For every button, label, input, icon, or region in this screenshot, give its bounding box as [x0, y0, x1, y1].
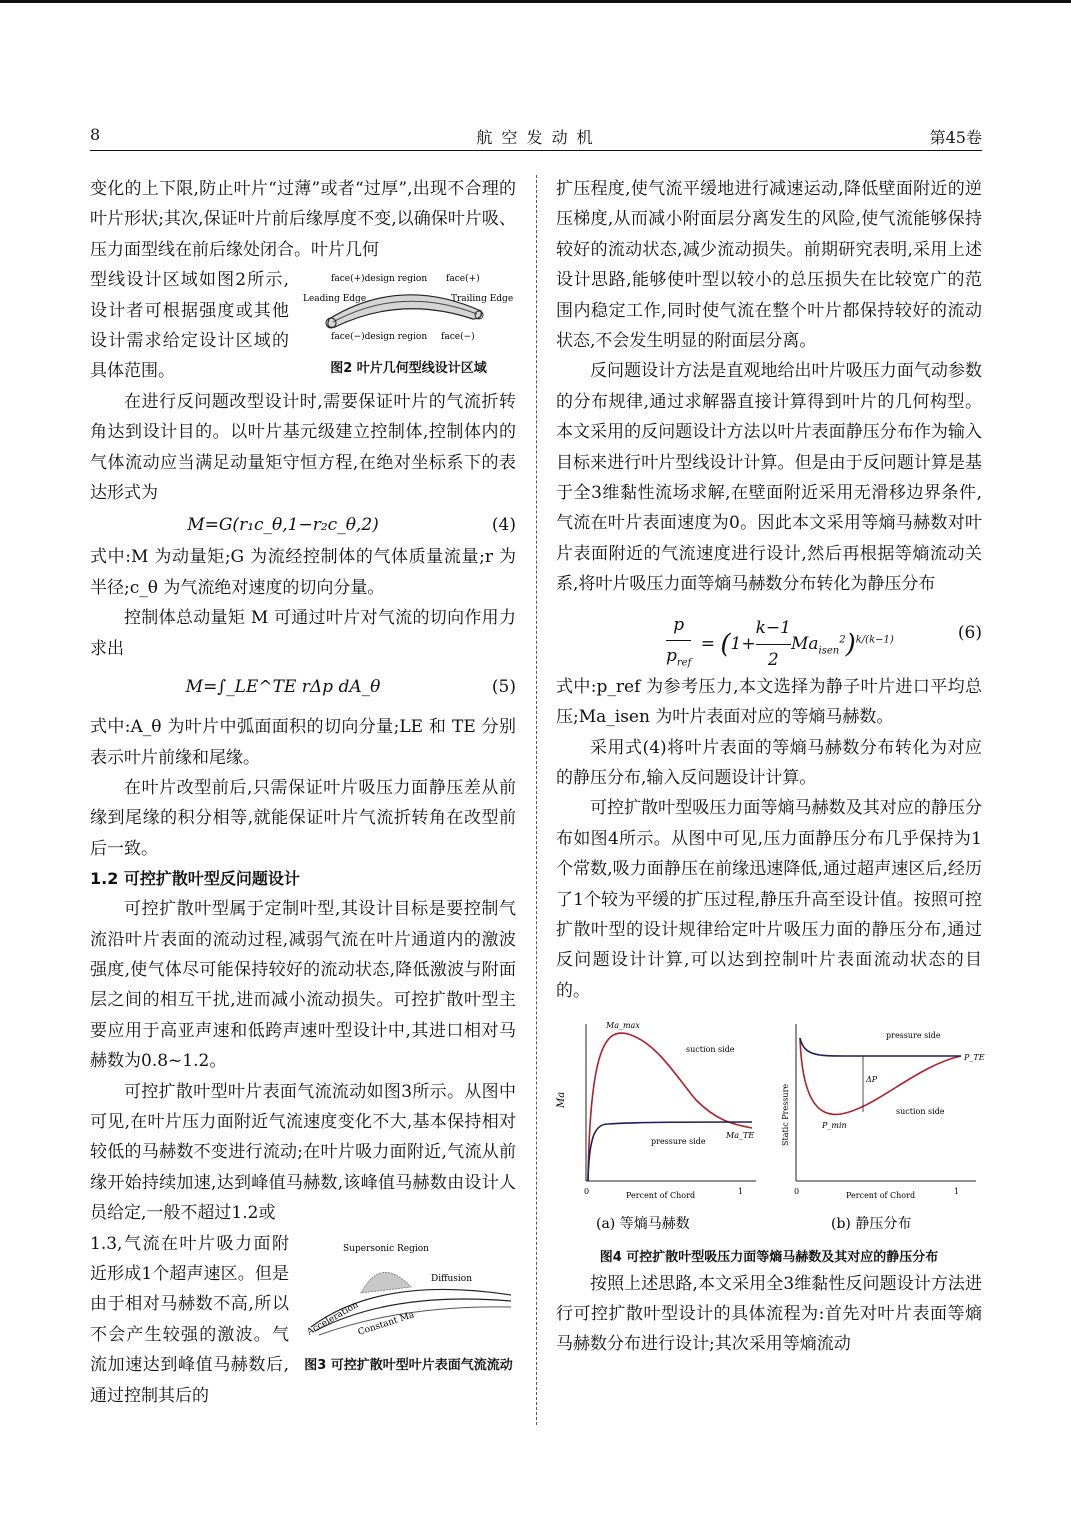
fig4b-xlabel: Percent of Chord [846, 1191, 916, 1201]
section-heading-1-2: 1.2 可控扩散叶型反问题设计 [90, 869, 300, 889]
paragraph: 采用式(4)将叶片表面的等熵马赫数分布转化为对应的静压分布,输入反问题设计计算。 [556, 737, 982, 788]
paragraph: 式中:M 为动量矩;G 为流经控制体的气体质量流量;r 为半径;c_θ 为气流绝对速度的切向分量。 [90, 547, 516, 598]
paragraph: 在叶片改型前后,只需保证叶片吸压力面静压差从前缘到尾缘的积分相等,就能保证叶片气流折转角在改型前后一致。 [90, 777, 516, 859]
figure-2-caption: 图2 叶片几何型线设计区域 [330, 360, 487, 376]
header-rule [90, 150, 982, 151]
page-number: 8 [90, 125, 101, 144]
fig4a-ylabel: Ma [556, 1091, 567, 1109]
equation-6-formula: $\frac{p}{p_{ref}}$ = (1+ $\frac{k-1}{2}$ $Ma_{isen}^2)^{k/(k-1)}$ [666, 610, 894, 679]
fig2-label-top-right: face(+) [446, 274, 480, 285]
fig2-label-le: Leading Edge [303, 294, 367, 305]
fig4a-x1: 1 [738, 1187, 744, 1197]
fig3-label-diffusion: Diffusion [431, 1273, 472, 1284]
equation-4-number: (4) [491, 515, 516, 536]
fig4a-suction-curve [588, 1033, 755, 1181]
column-separator [536, 175, 537, 1425]
fig4b-label-pmin: P_min [822, 1121, 847, 1131]
fig4a-label-suction: suction side [686, 1045, 735, 1055]
fig2-label-te: Trailing Edge [451, 294, 514, 305]
fig3-label-constant: Constant Ma [356, 1309, 416, 1338]
blade-design-region-figure [301, 267, 516, 347]
cda-flow-figure [301, 1235, 516, 1345]
figure-3-caption: 图3 可控扩散叶型叶片表面气流流动 [304, 1358, 513, 1373]
equation-5-formula: M=∫_LE^TE rΔp dA_θ [185, 677, 381, 698]
fig4b-suction-curve [800, 1038, 961, 1117]
paragraph: 控制体总动量矩 M 可通过叶片对气流的切向作用力求出 [90, 608, 516, 659]
equation-4-formula: M=G(r₁c_θ,1−r₂c_θ,2) [187, 515, 379, 536]
equation-5-number: (5) [491, 677, 516, 698]
paragraph: 反问题设计方法是直观地给出叶片吸压力面气动参数的分布规律,通过求解器直接计算得到叶片的几何构型。本文采用的反问题设计方法以叶片表面静压分布作为输入目标来进行叶片型线设计计算。但是由于反问题计算是基于全3维黏性流场求解,在壁面附近采用无滑移边界条件,气流在叶片表面速度为0。因此本文采用等熵马赫数对叶片表面附近的气流速度进行设计,然后再根据等熵流动关系,将叶片吸压力面等熵马赫数分布转化为静压分布 [556, 361, 982, 595]
fig4b-ylabel: Static Pressure [781, 1084, 790, 1147]
fig4b-label-suction: suction side [896, 1107, 945, 1117]
figure-4 [556, 1016, 985, 1268]
equation-6-number: (6) [957, 622, 982, 643]
fig2-label-bottom: face(−)design region [331, 332, 428, 343]
fig4a-label-te: Ma_TE [726, 1131, 755, 1141]
fig4b-x1: 1 [954, 1187, 960, 1197]
paragraph: 可控扩散叶型叶片表面气流流动如图3所示。从图中可见,在叶片压力面附近气流速度变化不大,基本保持相对较低的马赫数不变进行流动;在叶片吸力面附近,气流从前缘开始持续加速,达到峰值马赫数,该峰值马赫数由设计人员给定,一般不超过1.2或 [90, 1081, 516, 1224]
paragraph: 式中:p_ref 为参考压力,本文选择为静子叶片进口平均总压;Ma_isen 为叶片表面对应的等熵马赫数。 [556, 676, 982, 728]
fig4b-x0: 0 [794, 1187, 800, 1197]
figure-2 [301, 267, 516, 379]
fig4-sub-b: (b) 静压分布 [831, 1216, 912, 1233]
fig4-sub-a: (a) 等熵马赫数 [596, 1216, 690, 1233]
volume-label: 第45卷 [929, 128, 982, 147]
fig4b-label-dp: ΔP [866, 1075, 878, 1085]
figure-4-caption: 图4 可控扩散叶型吸压力面等熵马赫数及其对应的静压分布 [599, 1249, 939, 1265]
paragraph: 1.3,气流在叶片吸力面附近形成1个超声速区。但是由于相对马赫数不高,所以不会产生较强的激波。气流加速达到峰值马赫数后,通过控制其后的 [90, 1233, 289, 1406]
equation-6 [556, 604, 982, 668]
paragraph: 可控扩散叶型属于定制叶型,其设计目标是要控制气流沿叶片表面的流动过程,减弱气流在叶片通道内的激波强度,使气体尽可能保持较好的流动状态,降低激波与附面层之间的相互干扰,进而减小流动损失。可控扩散叶型主要应用于高亚声速和低跨声速叶型设计中,其进口相对马赫数为0.8~1.2。 [90, 899, 516, 1072]
left-column [90, 174, 516, 1411]
paragraph: 变化的上下限,防止叶片“过薄”或者“过厚”,出现不合理的叶片形状;其次,保证叶片前后缘厚度不变,以确保叶片吸、压力面型线在前后缘处闭合。叶片几何 [90, 179, 516, 260]
fig4a-label-max: Ma_max [606, 1021, 640, 1031]
paragraph: 式中:A_θ 为叶片中弧面面积的切向分量;LE 和 TE 分别表示叶片前缘和尾缘。 [90, 717, 516, 768]
fig4b-label-pte: P_TE [964, 1053, 985, 1063]
figure-3 [301, 1235, 516, 1377]
fig4a-label-pressure: pressure side [651, 1137, 706, 1147]
fig4a-xlabel: Percent of Chord [626, 1191, 696, 1201]
fig4-charts [556, 1016, 985, 1236]
paragraph: 在进行反问题改型设计时,需要保证叶片的气流折转角达到设计目的。以叶片基元级建立控制体,控制体内的气体流动应当满足动量矩守恒方程,在绝对坐标系下的表达形式为 [90, 391, 516, 504]
fig4b-label-pressure: pressure side [886, 1031, 941, 1041]
fig2-label-top: face(+)design region [331, 274, 428, 285]
fig3-label-acceleration: Acceleration [305, 1299, 361, 1338]
paragraph: 可控扩散叶型吸压力面等熵马赫数及其对应的静压分布如图4所示。从图中可见,压力面静压分布几乎保持为1个常数,吸力面静压在前缘迅速降低,通过超声速区后,经历了1个较为平缓的扩压过程,静压升高至设计值。按照可控扩散叶型的设计规律给定叶片吸压力面的静压分布,通过反问题设计计算,可以达到控制叶片表面流动状态的目的。 [556, 798, 982, 1001]
fig3-label-supersonic: Supersonic Region [343, 1243, 429, 1254]
equation-5 [90, 666, 516, 710]
right-column [556, 174, 985, 1360]
fig4a-x0: 0 [584, 1187, 590, 1197]
equation-4 [90, 510, 516, 540]
fig4b-pressure-curve [800, 1038, 961, 1056]
paragraph: 型线设计区域如图2所示,设计者可根据强度或其他设计需求给定设计区域的具体范围。 [90, 270, 289, 382]
paragraph: 扩压程度,使气流平缓地进行减速运动,降低壁面附近的逆压梯度,从而减小附面层分离发生的风险,使气流能够保持较好的流动状态,减少流动损失。前期研究表明,采用上述设计思路,能够使叶型以较小的总压损失在比较宽广的范围内稳定工作,同时使气流在整个叶片都保持较好的流动状态,不会发生明显的附面层分离。 [556, 179, 982, 352]
page-top-rule [0, 0, 1071, 3]
journal-title: 航 空 发 动 机 [476, 128, 595, 147]
fig2-label-bottom-right: face(−) [441, 332, 475, 343]
paragraph: 按照上述思路,本文采用全3维黏性反问题设计方法进行可控扩散叶型设计的具体流程为:首先对叶片表面等熵马赫数分布进行设计;其次采用等熵流动 [556, 1273, 982, 1355]
